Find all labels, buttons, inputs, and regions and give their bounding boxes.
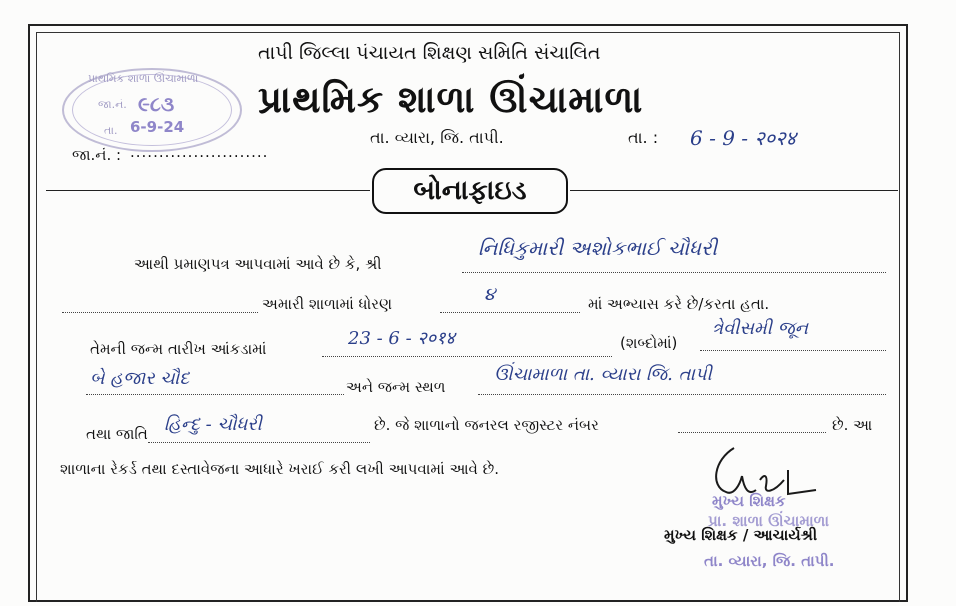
dob-underline: [322, 356, 612, 357]
birthplace-label: અને જન્મ સ્થળ: [346, 378, 446, 396]
std-value: ૪: [484, 284, 496, 305]
date-value: 6 - 9 - २०२४: [690, 126, 796, 150]
school-name: પ્રાથમિક શાળા ઊંચામાળા: [258, 78, 644, 121]
register-text: છે. જે શાળાનો જનરલ રજીસ્ટર નંબર: [374, 416, 599, 434]
dob-words-1: ત્રેવીસમી જૂન: [712, 318, 809, 339]
student-name: નિધિકુમારી અશોકભાઈ ચૌધરી: [478, 236, 718, 260]
birthplace-value: ઊંચામાળા તા. વ્યારા જિ. તાપી: [494, 364, 712, 385]
std-underline: [440, 312, 580, 313]
dob-words-2: બે હજાર ચૌદ: [90, 368, 190, 389]
dob-words2-underline: [86, 394, 344, 395]
school-address: તા. વ્યારા, જિ. તાપી.: [370, 128, 504, 147]
caste-value: હિન્દુ - ચૌધરી: [164, 414, 262, 435]
header-subtitle: તાપી જિલ્લા પંચાયત શિક્ષણ સમિતિ સંચાલિત: [258, 42, 601, 64]
body-line2-text: અમારી શાળામાં ધોરણ: [262, 295, 393, 313]
line2-lead-dots: [62, 312, 258, 313]
body-line2-suffix: માં અભ્યાસ કરે છે/કરતા હતા.: [588, 295, 770, 313]
title-rule-right: [570, 190, 898, 191]
birthplace-underline: [478, 394, 886, 395]
name-underline: [462, 272, 886, 273]
stamp-date-label: તા.: [104, 124, 118, 137]
stamp-circle-text: પ્રાથમિક શાળા ઊંચામાળા: [88, 72, 199, 85]
dob-words-underline: [700, 350, 886, 351]
signature-role-stamp: મુખ્ય શિક્ષક: [712, 492, 786, 510]
caste-underline: [148, 442, 370, 443]
stamp-no-value: ૯૮૩: [138, 92, 175, 116]
title-rule-left: [46, 190, 370, 191]
date-label: તા. :: [628, 128, 659, 147]
stamp-no-label: જા.નં.: [98, 98, 127, 111]
caste-label: તથા જાતિ: [86, 425, 148, 443]
signature-stamp-school: પ્રા. શાળા ઊંચામાળા: [708, 512, 829, 530]
register-end: છે. આ: [832, 416, 873, 434]
stamp-date-value: 6-9-24: [130, 118, 185, 136]
words-label: (શબ્દોમાં): [620, 334, 678, 352]
dob-digits: 23 - 6 - २०१४: [348, 328, 455, 349]
signature-stamp-address: તા. વ્યારા, જિ. તાપી.: [704, 552, 835, 570]
certificate-title: બોનાફાઇડ: [372, 168, 568, 214]
body-line6: શાળાના રેકર્ડ તથા દસ્તાવેજના આધારે ખરાઈ કરી લખી આપવામાં આવે છે.: [60, 460, 500, 478]
outward-no-dots: ........................: [130, 143, 269, 161]
signature-label: મુખ્ય શિક્ષક / આચાર્યશ્રી: [664, 526, 818, 544]
body-line1-prefix: આથી પ્રમાણપત્ર આપવામાં આવે છે કે, શ્રી: [134, 255, 382, 273]
register-underline: [678, 432, 826, 433]
body-line3-prefix: તેમની જન્મ તારીખ આંકડામાં: [90, 340, 267, 358]
outward-no-label: જા.નં. :: [72, 146, 122, 164]
